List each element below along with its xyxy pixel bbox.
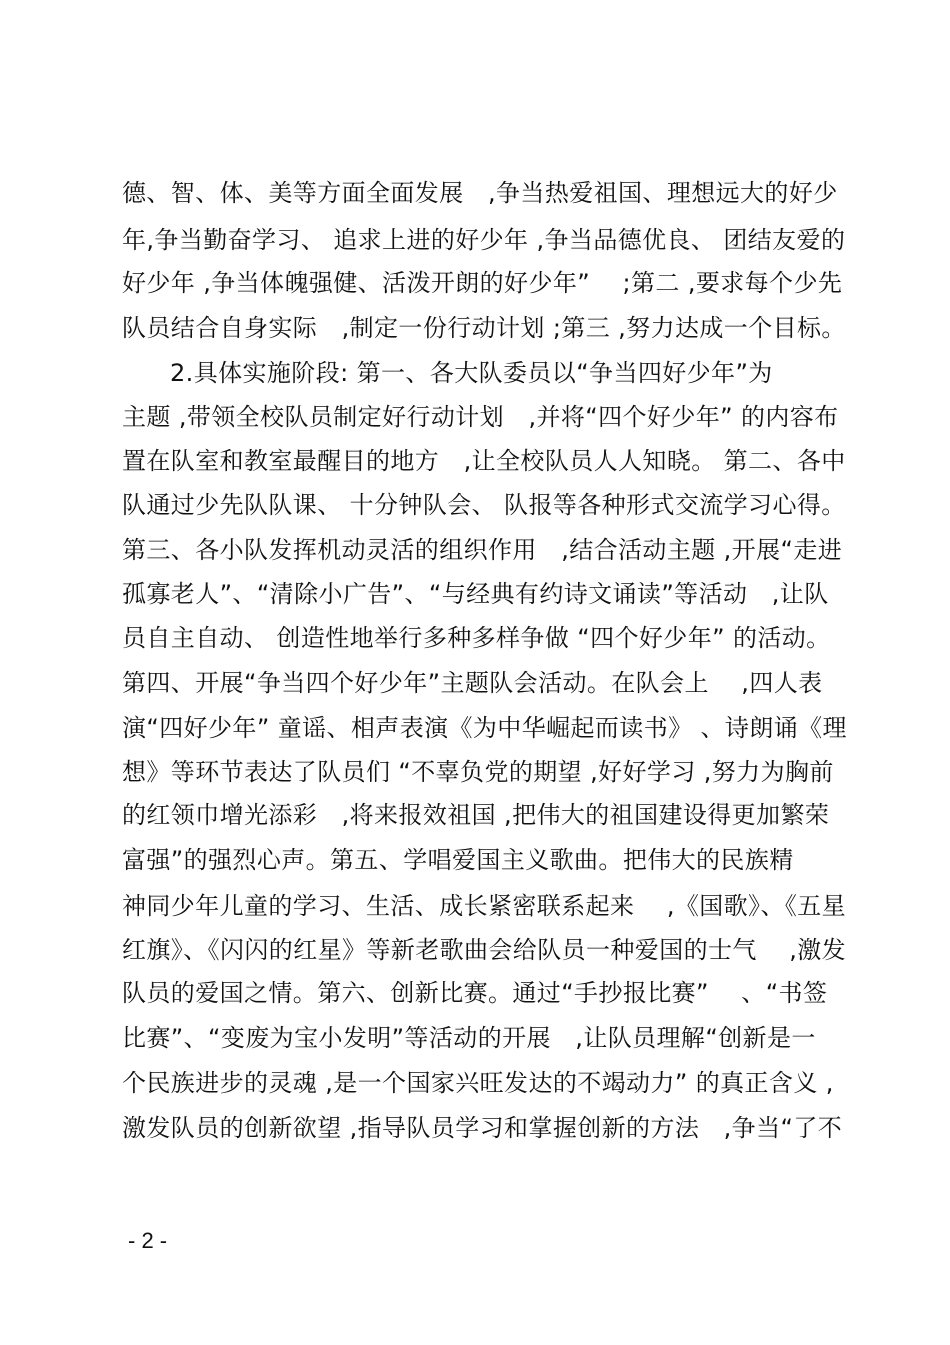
page-number: - 2 -: [128, 1228, 168, 1253]
text-line: 个民族进步的灵魂 ,是一个国家兴旺发达的不竭动力” 的真正含义 ,: [122, 1069, 834, 1097]
text-line: 神同少年儿童的学习、生活、成长紧密联系起来 ,《国歌》、《五星: [122, 892, 847, 920]
text-line: 比赛”、“变废为宝小发明”等活动的开展 ,让队员理解“创新是一: [122, 1024, 816, 1052]
text-line: 想》等环节表达了队员们 “不辜负党的期望 ,好好学习 ,努力为胸前: [122, 758, 834, 786]
text-line: 第三、各小队发挥机动灵活的组织作用 ,结合活动主题 ,开展“走进: [122, 536, 843, 564]
text-line: 主题 ,带领全校队员制定好行动计划 ,并将“四个好少年” 的内容布: [122, 403, 839, 431]
text-line: 好少年 ,争当体魄强健、活泼开朗的好少年” ;第二 ,要求每个少先: [122, 269, 843, 297]
text-line: 2.具体实施阶段: 第一、各大队委员以“争当四好少年”为: [170, 359, 773, 387]
text-line: 德、智、体、美等方面全面发展 ,争当热爱祖国、理想远大的好少: [122, 179, 838, 207]
text-line: 队通过少先队队课、 十分钟队会、 队报等各种形式交流学习心得。: [122, 491, 846, 519]
text-line: 年,争当勤奋学习、 追求上进的好少年 ,争当品德优良、 团结友爱的: [122, 226, 846, 254]
text-line: 第四、开展“争当四个好少年”主题队会活动。在队会上 ,四人表: [122, 669, 823, 697]
text-line: 富强”的强烈心声。第五、学唱爱国主义歌曲。把伟大的民族精: [122, 846, 794, 874]
text-line: 演“四好少年” 童谣、相声表演《为中华崛起而读书》 、诗朗诵《理: [122, 714, 847, 742]
text-line: 红旗》、《闪闪的红星》等新老歌曲会给队员一种爱国的士气 ,激发: [122, 936, 847, 964]
text-line: 置在队室和教室最醒目的地方 ,让全校队员人人知晓。 第二、各中: [122, 447, 846, 475]
text-line: 激发队员的创新欲望 ,指导队员学习和掌握创新的方法 ,争当“了不: [122, 1114, 843, 1142]
text-line: 队员结合自身实际 ,制定一份行动计划 ;第三 ,努力达成一个目标。: [122, 314, 846, 342]
text-line: 孤寡老人”、“清除小广告”、“与经典有约诗文诵读”等活动 ,让队: [122, 580, 829, 608]
text-line: 员自主自动、 创造性地举行多种多样争做 “四个好少年” 的活动。: [122, 624, 831, 652]
text-line: 队员的爱国之情。第六、创新比赛。通过“手抄报比赛” 、“书签: [122, 979, 828, 1007]
text-line: 的红领巾增光添彩 ,将来报效祖国 ,把伟大的祖国建设得更加繁荣: [122, 801, 830, 829]
